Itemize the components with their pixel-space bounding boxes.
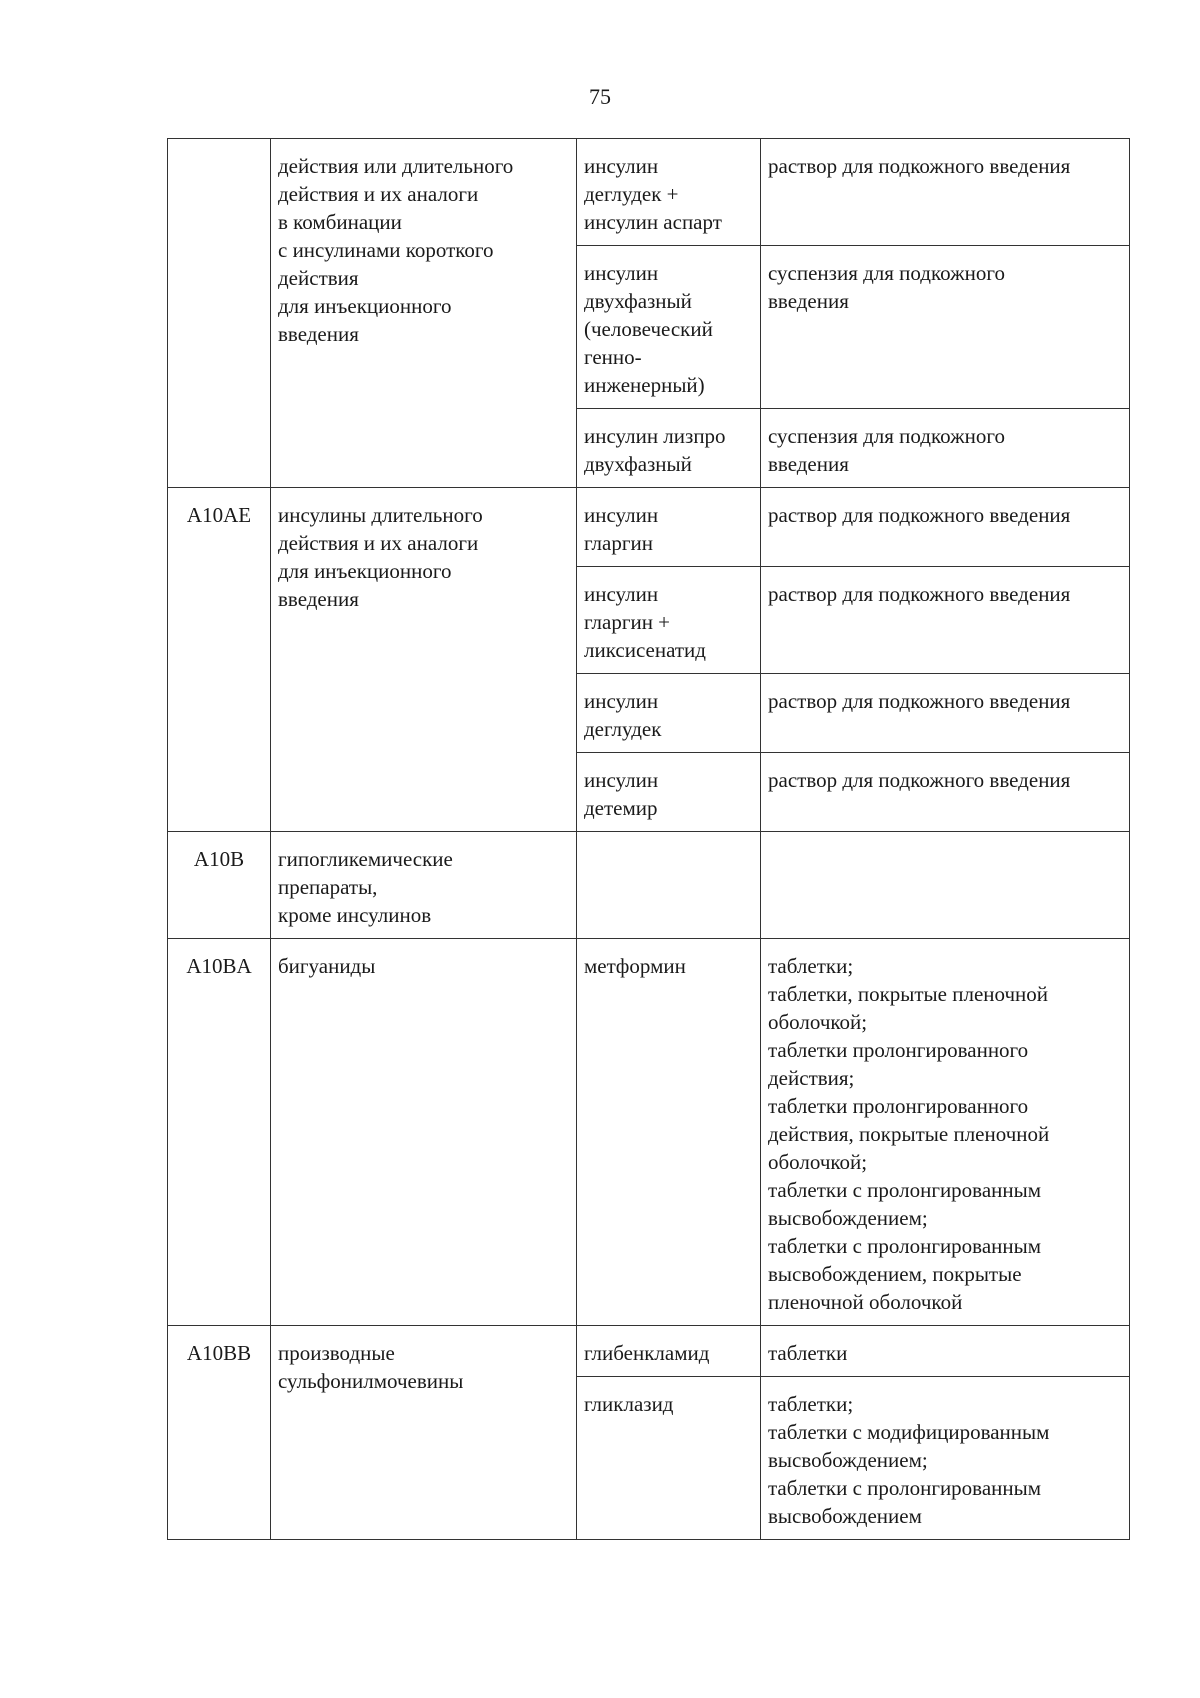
drug-name-line: гликлазид (584, 1392, 674, 1416)
group-name-line: в комбинации (278, 210, 402, 234)
dosage-form-line: оболочкой; (768, 1010, 868, 1034)
atc-code-cell: A10BB (168, 1326, 271, 1540)
dosage-form-line: таблетки; (768, 954, 854, 978)
drug-name-line: (человеческий (584, 317, 713, 341)
group-name-line: гипогликемические (278, 847, 453, 871)
dosage-form-line: таблетки пролонгированного (768, 1094, 1029, 1118)
group-name-line: бигуаниды (278, 954, 376, 978)
group-name-line: с инсулинами короткого (278, 238, 494, 262)
group-name-line: сульфонилмочевины (278, 1369, 464, 1393)
dosage-form-line: таблетки (768, 1341, 848, 1365)
drug-name-cell (577, 567, 761, 674)
dosage-form-cell (761, 1377, 1130, 1540)
dosage-form-cell (761, 246, 1130, 409)
drug-name-line: деглудек + (584, 182, 679, 206)
table-row (168, 139, 1130, 246)
group-name-cell (271, 832, 577, 939)
dosage-form-line: раствор для подкожного введения (768, 154, 1071, 178)
drug-table (167, 138, 1130, 1540)
dosage-form-line: раствор для подкожного введения (768, 768, 1071, 792)
drug-name-line: инсулин (584, 503, 659, 527)
dosage-form-line: пленочной оболочкой (768, 1290, 963, 1314)
dosage-form-line: таблетки, покрытые пленочной (768, 982, 1049, 1006)
group-name-cell (271, 488, 577, 832)
drug-name-cell (577, 488, 761, 567)
dosage-form-cell (761, 753, 1130, 832)
group-name-line: препараты, (278, 875, 378, 899)
dosage-form-cell (761, 939, 1130, 1326)
group-name-cell (271, 1326, 577, 1540)
drug-name-line: глибенкламид (584, 1341, 710, 1365)
drug-name-cell (577, 674, 761, 753)
group-name-line: для инъекционного (278, 559, 452, 583)
table-row (168, 1326, 1130, 1377)
drug-name-cell (577, 409, 761, 488)
drug-name-cell (577, 753, 761, 832)
drug-name-line: гларгин + (584, 610, 671, 634)
dosage-form-line: введения (768, 452, 849, 476)
atc-code-cell (168, 139, 271, 488)
group-name-line: инсулины длительного (278, 503, 483, 527)
drug-name-line: инсулин (584, 154, 659, 178)
dosage-form-line: высвобождением (768, 1504, 922, 1528)
group-name-line: для инъекционного (278, 294, 452, 318)
dosage-form-line: высвобождением, покрытые (768, 1262, 1022, 1286)
dosage-form-line: суспензия для подкожного (768, 424, 1005, 448)
drug-name-line: инсулин (584, 768, 659, 792)
dosage-form-line: высвобождением; (768, 1448, 928, 1472)
group-name-line: действия или длительного (278, 154, 514, 178)
dosage-form-line: таблетки пролонгированного (768, 1038, 1029, 1062)
dosage-form-cell (761, 139, 1130, 246)
dosage-form-line: суспензия для подкожного (768, 261, 1005, 285)
drug-name-line: детемир (584, 796, 658, 820)
dosage-form-line: раствор для подкожного введения (768, 582, 1071, 606)
drug-name-line: инсулин (584, 689, 659, 713)
dosage-form-line: раствор для подкожного введения (768, 503, 1071, 527)
dosage-form-cell (761, 832, 1130, 939)
drug-name-line: генно- (584, 345, 642, 369)
drug-name-line: ликсисенатид (584, 638, 706, 662)
dosage-form-line: таблетки с модифицированным (768, 1420, 1050, 1444)
drug-name-line: инсулин (584, 261, 659, 285)
dosage-form-line: таблетки с пролонгированным (768, 1178, 1042, 1202)
drug-name-cell (577, 939, 761, 1326)
dosage-form-line: действия, покрытые пленочной (768, 1122, 1050, 1146)
drug-name-line: инсулин лизпро (584, 424, 726, 448)
group-name-line: кроме инсулинов (278, 903, 432, 927)
drug-name-line: инсулин аспарт (584, 210, 722, 234)
dosage-form-cell (761, 567, 1130, 674)
drug-name-cell (577, 139, 761, 246)
group-name-line: введения (278, 587, 359, 611)
drug-name-line: деглудек (584, 717, 662, 741)
group-name-line: действия и их аналоги (278, 182, 479, 206)
group-name-line: действия (278, 266, 359, 290)
drug-name-line: гларгин (584, 531, 653, 555)
group-name-cell (271, 939, 577, 1326)
dosage-form-cell (761, 674, 1130, 753)
drug-name-line: двухфазный (584, 452, 692, 476)
drug-name-cell (577, 832, 761, 939)
dosage-form-cell (761, 1326, 1130, 1377)
table-body (168, 139, 1130, 1540)
atc-code-cell: A10B (168, 832, 271, 939)
atc-code-cell: A10BA (168, 939, 271, 1326)
dosage-form-line: таблетки с пролонгированным (768, 1234, 1042, 1258)
dosage-form-line: действия; (768, 1066, 855, 1090)
page-number: 75 (589, 84, 611, 109)
dosage-form-line: введения (768, 289, 849, 313)
group-name-cell (271, 139, 577, 488)
drug-name-cell (577, 1326, 761, 1377)
dosage-form-line: таблетки с пролонгированным (768, 1476, 1042, 1500)
dosage-form-line: высвобождением; (768, 1206, 928, 1230)
dosage-form-line: оболочкой; (768, 1150, 868, 1174)
group-name-line: действия и их аналоги (278, 531, 479, 555)
drug-name-cell (577, 246, 761, 409)
dosage-form-cell (761, 409, 1130, 488)
drug-name-line: метформин (584, 954, 686, 978)
table-row (168, 939, 1130, 1326)
dosage-form-line: раствор для подкожного введения (768, 689, 1071, 713)
drug-name-line: инженерный) (584, 373, 705, 397)
group-name-line: производные (278, 1341, 395, 1365)
table-row (168, 488, 1130, 567)
group-name-line: введения (278, 322, 359, 346)
dosage-form-line: таблетки; (768, 1392, 854, 1416)
dosage-form-cell (761, 488, 1130, 567)
atc-code-cell: A10AE (168, 488, 271, 832)
drug-name-line: двухфазный (584, 289, 692, 313)
table-row (168, 832, 1130, 939)
drug-name-line: инсулин (584, 582, 659, 606)
drug-name-cell (577, 1377, 761, 1540)
